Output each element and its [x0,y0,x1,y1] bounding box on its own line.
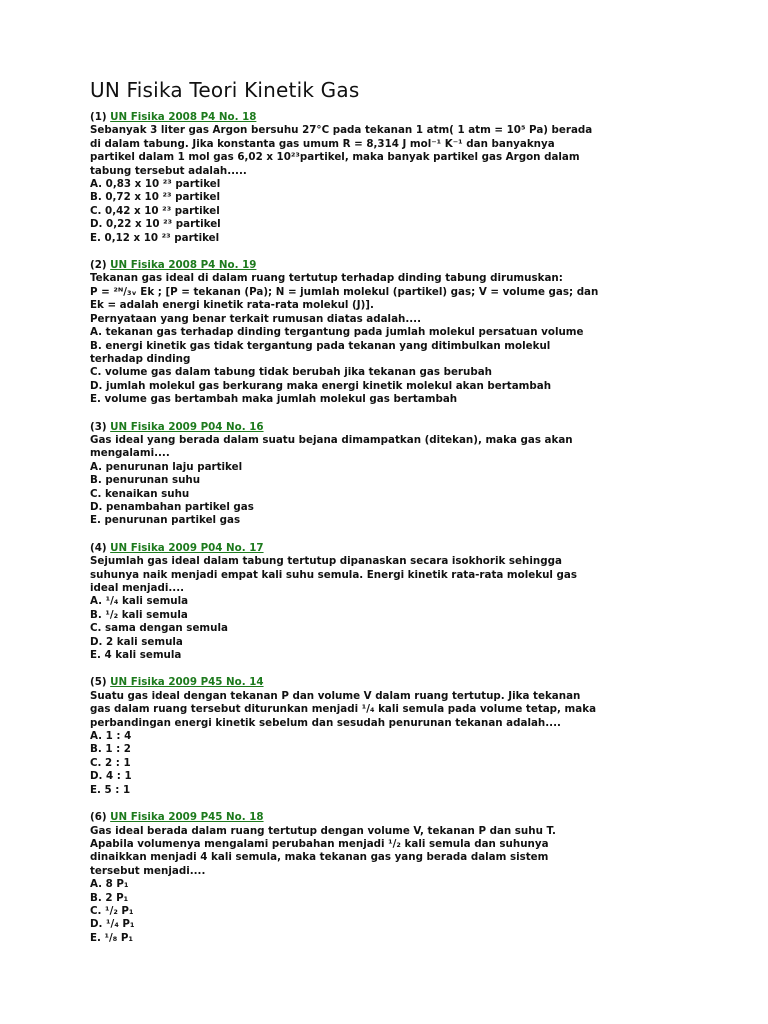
question-text-line: suhunya naik menjadi empat kali suhu semula. Energi kinetik rata-rata molekul gas [90,568,577,581]
answer-option: E. 5 : 1 [90,783,131,796]
question-source-link[interactable]: UN Fisika 2009 P04 No. 16 [110,420,264,433]
question-5 [90,676,690,797]
question-number: (6) [90,811,107,824]
question-text-line: Gas ideal yang berada dalam suatu bejana dimampatkan (ditekan), maka gas akan [90,433,573,446]
answer-option: D. 2 kali semula [90,635,183,648]
question-number: (3) [90,420,107,433]
question-4 [90,542,690,663]
answer-option: B. ¹/₂ kali semula [90,608,188,621]
question-text-line: terhadap dinding [90,352,191,365]
answer-option: A. 1 : 4 [90,730,132,743]
answer-option: B. 1 : 2 [90,743,131,756]
question-text-line: tersebut menjadi.... [90,864,206,877]
question-number: (1) [90,111,107,123]
question-text-line: perbandingan energi kinetik sebelum dan sesudah penurunan tekanan adalah.... [90,716,561,729]
answer-option: E. volume gas bertambah maka jumlah molekul gas bertambah [90,393,458,406]
answer-option: E. penurunan partikel gas [90,514,241,527]
question-source-link[interactable]: UN Fisika 2008 P4 No. 18 [110,111,257,123]
question-1 [90,111,690,245]
question-text-line: Gas ideal berada dalam ruang tertutup dengan volume V, tekanan P dan suhu T. [90,824,556,837]
question-number: (4) [90,541,107,554]
answer-option: C. kenaikan suhu [90,487,190,500]
answer-option: E. ¹/₈ P₁ [90,931,133,944]
question-header [90,676,690,689]
answer-option: C. sama dengan semula [90,622,228,635]
question-number: (2) [90,259,107,272]
question-text-line: Tekanan gas ideal di dalam ruang tertutup terhadap dinding tabung dirumuskan: [90,272,563,285]
question-header [90,111,690,124]
question-text-line: Ek = adalah energi kinetik rata-rata molekul (J)]. [90,299,374,312]
question-source-link[interactable]: UN Fisika 2008 P4 No. 19 [110,259,257,272]
answer-option: B. 0,72 x 10 ²³ partikel [90,191,221,204]
question-header [90,259,690,272]
question-text-line: dinaikkan menjadi 4 kali semula, maka tekanan gas yang berada dalam sistem [90,851,549,864]
answer-option: A. 8 P₁ [90,878,129,891]
question-header [90,811,690,824]
question-number: (5) [90,676,107,689]
question-text-line: ideal menjadi.... [90,582,185,594]
answer-option: E. 0,12 x 10 ²³ partikel [90,231,220,244]
question-text-line: mengalami.... [90,447,170,460]
question-source-link[interactable]: UN Fisika 2009 P45 No. 18 [110,811,264,824]
question-text-line: Sejumlah gas ideal dalam tabung tertutup dipanaskan secara isokhorik sehingga [90,555,562,568]
answer-option: B. 2 P₁ [90,891,129,904]
answer-option: A. ¹/₄ kali semula [90,595,189,608]
answer-option: E. 4 kali semula [90,649,182,662]
question-list [90,111,690,959]
question-text-line: gas dalam ruang tersebut diturunkan menjadi ¹/₄ kali semula pada volume tetap, maka [90,703,597,716]
answer-option: A. penurunan laju partikel [90,460,243,473]
question-text-line: partikel dalam 1 mol gas 6,02 x 10²³partikel, maka banyak partikel gas Argon dalam [90,151,580,164]
answer-option: D. 0,22 x 10 ²³ partikel [90,218,221,231]
question-text-line: Sebanyak 3 liter gas Argon bersuhu 27°C pada tekanan 1 atm( 1 atm = 10⁵ Pa) berada [90,124,593,137]
question-6 [90,811,690,945]
answer-option: B. penurunan suhu [90,474,201,487]
answer-option: B. energi kinetik gas tidak tergantung pada tekanan yang ditimbulkan molekul [90,339,551,352]
answer-option: D. penambahan partikel gas [90,500,254,513]
answer-option: D. jumlah molekul gas berkurang maka energi kinetik molekul akan bertambah [90,379,552,392]
question-text-line: di dalam tabung. Jika konstanta gas umum R = 8,314 J mol⁻¹ K⁻¹ dan banyaknya [90,137,555,150]
answer-option: D. 4 : 1 [90,770,132,783]
answer-option: C. 2 : 1 [90,756,131,769]
answer-option: C. volume gas dalam tabung tidak berubah jika tekanan gas berubah [90,366,492,379]
question-text-line: Suatu gas ideal dengan tekanan P dan volume V dalam ruang tertutup. Jika tekanan [90,689,581,702]
answer-option: D. ¹/₄ P₁ [90,918,135,931]
question-header [90,542,690,555]
question-text-line: Pernyataan yang benar terkait rumusan diatas adalah.... [90,312,422,325]
page-title: UN Fisika Teori Kinetik Gas [90,78,360,102]
question-text-line: tabung tersebut adalah..... [90,164,247,177]
question-source-link[interactable]: UN Fisika 2009 P45 No. 14 [110,676,264,689]
answer-option: C. ¹/₂ P₁ [90,904,134,917]
question-source-link[interactable]: UN Fisika 2009 P04 No. 17 [110,541,264,554]
question-text-line: P = ²ᴺ/₃ᵥ Ek ; [P = tekanan (Pa); N = jumlah molekul (partikel) gas; V = volume gas; dan [90,285,599,298]
answer-option: A. 0,83 x 10 ²³ partikel [90,178,221,191]
question-header [90,421,690,434]
answer-option: C. 0,42 x 10 ²³ partikel [90,204,220,217]
question-text-line: Apabila volumenya mengalami perubahan menjadi ¹/₂ kali semula dan suhunya [90,837,549,850]
question-3 [90,421,690,528]
question-2 [90,259,690,406]
answer-option: A. tekanan gas terhadap dinding tergantung pada jumlah molekul persatuan volume [90,326,584,339]
